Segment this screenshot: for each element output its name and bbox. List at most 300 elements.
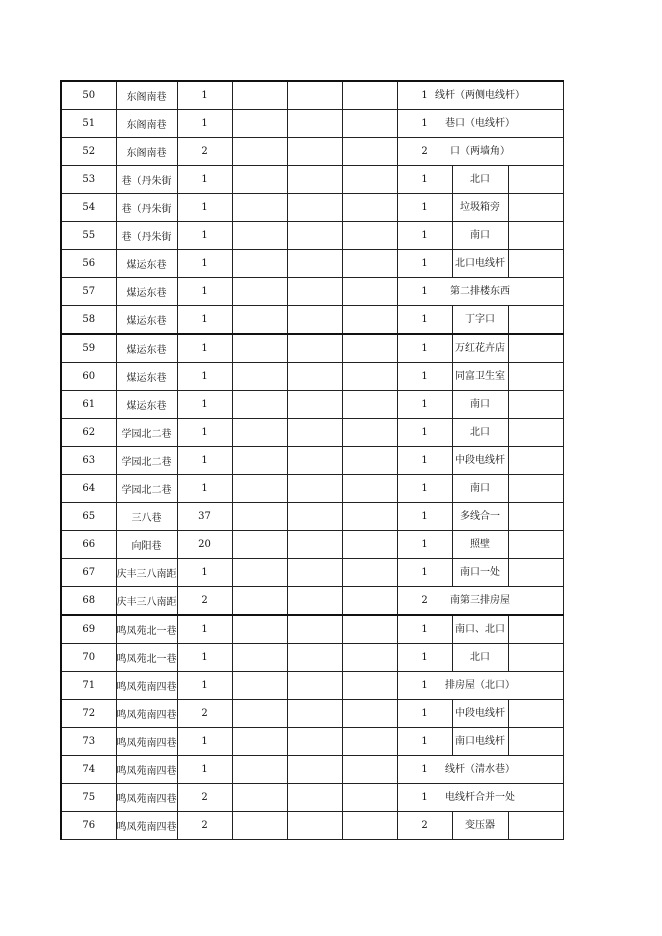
cell-location[interactable] [445,784,515,812]
table-row[interactable] [61,81,563,110]
cell-no[interactable] [61,672,116,700]
cell-b[interactable] [232,615,287,644]
cell-a[interactable] [177,306,232,335]
cell-b[interactable] [232,475,287,503]
cell-c[interactable] [287,447,342,475]
cell-b[interactable] [232,447,287,475]
cell-street[interactable] [116,587,177,616]
cell-c[interactable] [287,278,342,306]
cell-c[interactable] [287,250,342,278]
cell-d[interactable] [342,475,397,503]
table-row[interactable] [61,784,563,812]
cell-street[interactable] [116,531,177,559]
cell-street[interactable] [116,278,177,306]
location-text: 南口一处 [459,559,501,586]
cell-b[interactable] [232,138,287,166]
cell-no-text: 74 [82,764,96,775]
table-row[interactable] [61,419,563,447]
cell-d[interactable] [342,672,397,700]
cell-no[interactable] [61,194,116,222]
cell-no[interactable] [61,110,116,138]
cell-e[interactable] [397,700,452,728]
cell-d[interactable] [342,138,397,166]
cell-street[interactable] [116,672,177,700]
cell-location[interactable] [452,138,508,166]
cell-c[interactable] [287,475,342,503]
cell-a[interactable] [177,784,232,812]
cell-a-text: 1 [201,680,208,691]
cell-e[interactable] [397,334,452,363]
cell-blank[interactable] [508,503,563,531]
cell-location[interactable] [452,278,508,306]
cell-e[interactable] [397,306,452,335]
cell-street[interactable] [116,334,177,363]
cell-b[interactable] [232,194,287,222]
cell-street-text: 东阁南巷 [126,92,167,103]
cell-b[interactable] [232,166,287,194]
table-row[interactable] [61,110,563,138]
cell-blank[interactable] [508,812,563,840]
cell-blank[interactable] [508,559,563,587]
cell-d[interactable] [342,81,397,110]
cell-a[interactable] [177,138,232,166]
cell-e[interactable] [397,166,452,194]
cell-c[interactable] [287,419,342,447]
cell-d[interactable] [342,306,397,335]
cell-c[interactable] [287,334,342,363]
cell-location[interactable] [452,222,508,250]
cell-c[interactable] [287,559,342,587]
cell-street-text: 东阁南巷 [126,148,167,159]
cell-d[interactable] [342,503,397,531]
cell-street-text: 鸣凤苑北一巷 [116,626,177,637]
cell-a[interactable] [177,672,232,700]
table-row[interactable] [61,587,563,616]
cell-a[interactable] [177,700,232,728]
cell-d[interactable] [342,644,397,672]
cell-location[interactable] [445,110,515,138]
cell-no-text: 76 [82,820,96,831]
cell-c[interactable] [287,700,342,728]
cell-blank[interactable] [508,306,563,335]
cell-blank[interactable] [508,475,563,503]
cell-d[interactable] [342,728,397,756]
cell-e-text: 1 [421,764,428,775]
cell-street-text: 煤运东巷 [126,373,167,384]
cell-no[interactable] [61,531,116,559]
cell-blank[interactable] [508,419,563,447]
cell-b[interactable] [232,334,287,363]
cell-b[interactable] [232,644,287,672]
cell-blank[interactable] [508,531,563,559]
cell-no[interactable] [61,166,116,194]
cell-b[interactable] [232,700,287,728]
table-row[interactable] [61,250,563,278]
cell-b[interactable] [232,278,287,306]
cell-e-text: 1 [421,652,428,663]
cell-d[interactable] [342,194,397,222]
cell-b[interactable] [232,503,287,531]
cell-e[interactable] [397,138,452,166]
cell-no[interactable] [61,419,116,447]
cell-street[interactable] [116,250,177,278]
cell-street[interactable] [116,728,177,756]
cell-blank[interactable] [508,138,563,166]
cell-location[interactable] [452,166,508,194]
cell-d[interactable] [342,559,397,587]
cell-d[interactable] [342,222,397,250]
cell-c[interactable] [287,812,342,840]
cell-a[interactable] [177,250,232,278]
table-row[interactable] [61,728,563,756]
cell-street[interactable] [116,419,177,447]
cell-a[interactable] [177,615,232,644]
cell-no[interactable] [61,81,116,110]
cell-blank[interactable] [508,644,563,672]
cell-location[interactable] [452,559,508,587]
cell-c[interactable] [287,784,342,812]
cell-location[interactable] [445,672,515,700]
cell-a[interactable] [177,278,232,306]
table-row[interactable] [61,334,563,363]
cell-blank[interactable] [508,700,563,728]
cell-c[interactable] [287,615,342,644]
cell-no[interactable] [61,447,116,475]
cell-street-text: 庆丰三八南距 [116,597,177,608]
table-row[interactable] [61,278,563,306]
cell-d[interactable] [342,110,397,138]
cell-street[interactable] [116,700,177,728]
cell-b[interactable] [232,784,287,812]
cell-e[interactable] [397,531,452,559]
cell-a[interactable] [177,812,232,840]
cell-location[interactable] [452,503,508,531]
cell-a[interactable] [177,334,232,363]
cell-b[interactable] [232,756,287,784]
table-row[interactable] [61,391,563,419]
cell-street-text: 向阳巷 [131,541,162,552]
cell-d[interactable] [342,447,397,475]
cell-a[interactable] [177,587,232,616]
cell-e[interactable] [397,447,452,475]
cell-location[interactable] [452,363,508,391]
cell-d[interactable] [342,615,397,644]
cell-d[interactable] [342,391,397,419]
cell-d[interactable] [342,334,397,363]
cell-d[interactable] [342,419,397,447]
cell-blank[interactable] [508,587,563,616]
table-row[interactable] [61,475,563,503]
cell-c[interactable] [287,194,342,222]
table-row[interactable] [61,363,563,391]
cell-a[interactable] [177,194,232,222]
cell-blank[interactable] [508,222,563,250]
cell-no[interactable] [61,784,116,812]
cell-blank[interactable] [508,756,563,784]
cell-location[interactable] [452,531,508,559]
cell-street-text: 学园北二巷 [121,429,172,440]
cell-c[interactable] [287,222,342,250]
cell-street[interactable] [116,81,177,110]
cell-e[interactable] [397,363,452,391]
cell-location[interactable] [452,615,508,644]
cell-no[interactable] [61,278,116,306]
cell-e-text: 1 [421,736,428,747]
cell-d[interactable] [342,587,397,616]
table-row[interactable] [61,700,563,728]
cell-a-text: 1 [201,764,208,775]
cell-blank[interactable] [508,110,563,138]
cell-b[interactable] [232,363,287,391]
cell-b[interactable] [232,672,287,700]
cell-e[interactable] [397,503,452,531]
data-table [60,80,564,840]
cell-blank[interactable] [508,363,563,391]
cell-e[interactable] [397,587,452,616]
cell-street[interactable] [116,166,177,194]
cell-street[interactable] [116,110,177,138]
cell-no[interactable] [61,138,116,166]
cell-a[interactable] [177,559,232,587]
table-row[interactable] [61,812,563,840]
table-row[interactable] [61,447,563,475]
cell-b[interactable] [232,306,287,335]
cell-location[interactable] [435,81,525,110]
cell-street[interactable] [116,447,177,475]
cell-e-text: 1 [421,455,428,466]
cell-blank[interactable] [508,728,563,756]
cell-a[interactable] [177,475,232,503]
cell-location[interactable] [452,391,508,419]
cell-location[interactable] [452,419,508,447]
cell-c[interactable] [287,672,342,700]
cell-e[interactable] [397,812,452,840]
cell-no[interactable] [61,615,116,644]
cell-street[interactable] [116,475,177,503]
location-text: 南第三排房屋 [449,587,511,614]
cell-b[interactable] [232,81,287,110]
cell-location[interactable] [452,306,508,335]
cell-a[interactable] [177,391,232,419]
cell-a[interactable] [177,728,232,756]
cell-e[interactable] [397,644,452,672]
cell-a[interactable] [177,531,232,559]
cell-a-text: 1 [201,483,208,494]
cell-location[interactable] [452,700,508,728]
cell-b[interactable] [232,110,287,138]
cell-a[interactable] [177,166,232,194]
cell-no-text: 59 [82,343,96,354]
cell-blank[interactable] [508,784,563,812]
cell-no[interactable] [61,363,116,391]
cell-a[interactable] [177,644,232,672]
cell-d[interactable] [342,812,397,840]
cell-e[interactable] [397,475,452,503]
cell-location[interactable] [452,250,508,278]
cell-no-text: 61 [82,399,96,410]
cell-a[interactable] [177,363,232,391]
cell-a[interactable] [177,419,232,447]
cell-c[interactable] [287,756,342,784]
cell-c[interactable] [287,503,342,531]
location-text: 北口 [469,644,491,671]
cell-no[interactable] [61,700,116,728]
cell-street-text: 煤运东巷 [126,316,167,327]
cell-no[interactable] [61,644,116,672]
cell-street-text: 巷（丹朱街 [121,232,172,243]
cell-c[interactable] [287,81,342,110]
table-row[interactable] [61,559,563,587]
cell-location[interactable] [452,475,508,503]
cell-c[interactable] [287,110,342,138]
cell-c[interactable] [287,306,342,335]
cell-b[interactable] [232,419,287,447]
table-row[interactable] [61,194,563,222]
cell-street[interactable] [116,503,177,531]
cell-d[interactable] [342,531,397,559]
cell-c[interactable] [287,644,342,672]
cell-a-text: 2 [201,708,208,719]
cell-a[interactable] [177,110,232,138]
cell-e[interactable] [397,391,452,419]
cell-d[interactable] [342,250,397,278]
cell-location[interactable] [452,587,508,616]
cell-location[interactable] [445,756,515,784]
cell-street[interactable] [116,391,177,419]
cell-e[interactable] [397,559,452,587]
cell-blank[interactable] [508,672,563,700]
table-row[interactable] [61,756,563,784]
cell-a[interactable] [177,503,232,531]
cell-location[interactable] [452,447,508,475]
cell-no[interactable] [61,391,116,419]
cell-blank[interactable] [508,334,563,363]
cell-b[interactable] [232,531,287,559]
cell-d[interactable] [342,278,397,306]
cell-no[interactable] [61,756,116,784]
location-text: 照壁 [469,531,491,558]
cell-no[interactable] [61,559,116,587]
cell-no[interactable] [61,306,116,335]
table-row[interactable] [61,644,563,672]
cell-e[interactable] [397,250,452,278]
cell-b[interactable] [232,222,287,250]
cell-e[interactable] [397,728,452,756]
cell-no[interactable] [61,222,116,250]
cell-no[interactable] [61,250,116,278]
table-row[interactable] [61,138,563,166]
cell-a[interactable] [177,756,232,784]
cell-d[interactable] [342,700,397,728]
cell-no-text: 62 [82,427,96,438]
cell-e[interactable] [397,278,452,306]
cell-a-text: 1 [201,371,208,382]
cell-e[interactable] [397,615,452,644]
cell-b[interactable] [232,391,287,419]
cell-b[interactable] [232,587,287,616]
cell-a[interactable] [177,447,232,475]
cell-blank[interactable] [508,447,563,475]
cell-location[interactable] [452,728,508,756]
cell-c[interactable] [287,391,342,419]
cell-no[interactable] [61,587,116,616]
table-row[interactable] [61,166,563,194]
table-row[interactable] [61,531,563,559]
cell-b[interactable] [232,728,287,756]
location-text: 垃圾箱旁 [459,194,501,221]
cell-e-text: 1 [421,174,428,185]
cell-c[interactable] [287,138,342,166]
table-row[interactable] [61,306,563,335]
cell-location[interactable] [452,644,508,672]
cell-b[interactable] [232,559,287,587]
cell-street-text: 鸣凤苑南四巷 [116,738,177,749]
cell-blank[interactable] [508,615,563,644]
cell-blank[interactable] [508,278,563,306]
cell-d[interactable] [342,784,397,812]
cell-b[interactable] [232,250,287,278]
cell-a[interactable] [177,81,232,110]
cell-d[interactable] [342,363,397,391]
cell-e[interactable] [397,194,452,222]
cell-no[interactable] [61,812,116,840]
location-text: 丁字口 [464,306,496,333]
cell-location[interactable] [452,334,508,363]
cell-d[interactable] [342,756,397,784]
cell-blank[interactable] [508,194,563,222]
cell-c[interactable] [287,166,342,194]
cell-street[interactable] [116,784,177,812]
table-row[interactable] [61,222,563,250]
cell-c[interactable] [287,363,342,391]
cell-blank[interactable] [508,166,563,194]
cell-c[interactable] [287,587,342,616]
cell-no[interactable] [61,334,116,363]
cell-street[interactable] [116,138,177,166]
cell-a-text: 1 [201,736,208,747]
cell-street[interactable] [116,222,177,250]
cell-street[interactable] [116,644,177,672]
cell-c[interactable] [287,531,342,559]
cell-blank[interactable] [508,250,563,278]
cell-location[interactable] [452,194,508,222]
table-row[interactable] [61,503,563,531]
cell-a-text: 2 [201,820,208,831]
location-text: 南口、北口 [454,616,506,643]
cell-e[interactable] [397,222,452,250]
cell-street[interactable] [116,559,177,587]
table-row[interactable] [61,672,563,700]
cell-c[interactable] [287,728,342,756]
cell-a-text: 1 [201,399,208,410]
cell-no[interactable] [61,475,116,503]
table-row[interactable] [61,615,563,644]
cell-e[interactable] [397,419,452,447]
cell-no[interactable] [61,503,116,531]
cell-d[interactable] [342,166,397,194]
cell-no[interactable] [61,728,116,756]
cell-b[interactable] [232,812,287,840]
cell-location[interactable] [452,812,508,840]
cell-street[interactable] [116,194,177,222]
cell-blank[interactable] [508,391,563,419]
cell-street[interactable] [116,306,177,335]
cell-street[interactable] [116,756,177,784]
cell-street[interactable] [116,363,177,391]
cell-street[interactable] [116,812,177,840]
cell-a[interactable] [177,222,232,250]
cell-street[interactable] [116,615,177,644]
